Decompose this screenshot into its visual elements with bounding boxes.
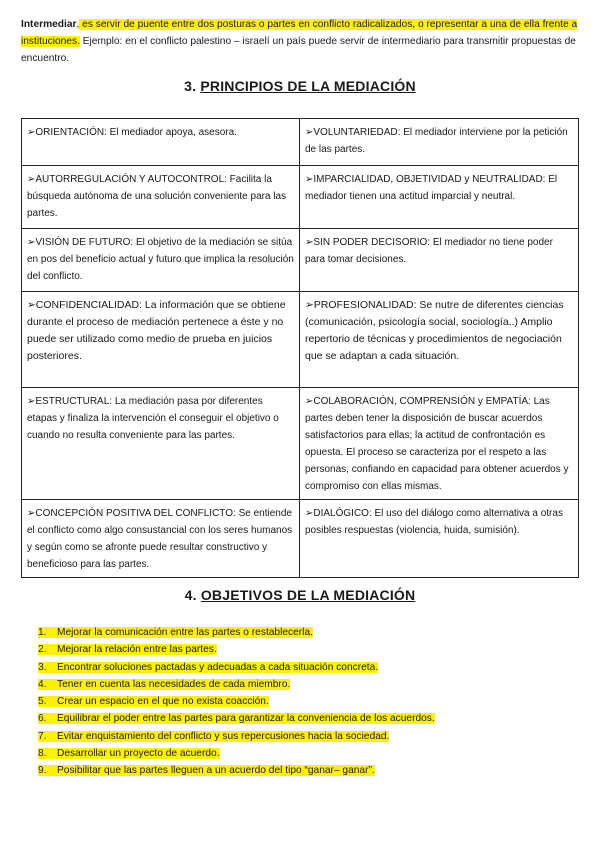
list-item: [38, 641, 578, 658]
list-item-text: Mejorar la comunicación entre las partes o restablecerla.: [57, 627, 313, 638]
list-item: [38, 728, 578, 745]
table-row: [22, 292, 579, 388]
principles-table: [21, 118, 579, 578]
list-item-text: Crear un espacio en el que no exista coacción.: [57, 696, 269, 708]
table-cell: ➢VISIÓN DE FUTURO: El objetivo de la mediación se sitúa en pos del beneficio actual y futuro que implica la resolución del conflicto.: [22, 229, 300, 292]
objectives-heading-number: 4.: [184, 587, 197, 603]
table-row: [22, 388, 579, 500]
list-item: [38, 745, 578, 762]
table-cell: ➢DIALÓGICO: El uso del diálogo como alternativa a otras posibles respuestas (violencia, huida, sumisión).: [300, 500, 579, 578]
list-item: [38, 624, 578, 641]
table-row: [22, 500, 579, 578]
intro-highlighted-text: es servir de puente entre dos posturas o partes en conflicto radicalizados, o representar a una de ella frente a instituciones.: [21, 19, 578, 48]
list-item-number: 3.: [38, 661, 47, 673]
list-item-text: Encontrar soluciones pactadas y adecuadas a cada situación concreta.: [57, 661, 379, 673]
list-item-number: 7.: [38, 730, 47, 742]
intro-term: Intermediar: [21, 19, 77, 31]
table-cell: ➢IMPARCIALIDAD, OBJETIVIDAD y NEUTRALIDAD: El mediador tienen una actitud imparcial y neutral.: [300, 166, 579, 229]
list-item-number: 4.: [38, 678, 47, 690]
list-item-text: Mejorar la relación entre las partes.: [57, 644, 217, 656]
list-item-text: Equilibrar el poder entre las partes para garantizar la conveniencia de los acuerdos.: [57, 713, 435, 725]
list-item-text: Desarrollar un proyecto de acuerdo.: [57, 748, 220, 760]
table-row: [22, 119, 579, 166]
intro-comma: ,: [76, 19, 80, 31]
principles-heading-title: PRINCIPIOS DE LA MEDIACIÓN: [200, 78, 416, 94]
list-item-text: Evitar enquistamiento del conflicto y sus repercusiones hacia la sociedad.: [57, 730, 390, 742]
table-cell: ➢SIN PODER DECISORIO: El mediador no tiene poder para tomar decisiones.: [300, 229, 579, 292]
list-item: [38, 676, 578, 693]
table-cell: ➢PROFESIONALIDAD: Se nutre de diferentes ciencias (comunicación, psicología social, sociología..) Amplio repertorio de técnicas y procedimientos de negociación que se adaptan a cada situación.: [300, 292, 579, 388]
table-row: [22, 229, 579, 292]
table-cell: ➢ESTRUCTURAL: La mediación pasa por diferentes etapas y finaliza la intervención el conseguir el objetivo o cuando no resulta conveniente para las partes.: [22, 388, 300, 500]
objectives-list: [38, 624, 578, 780]
intro-rest-text: Ejemplo: en el conflicto palestino – israelí un país puede servir de intermediario para transmitir propuestas de encuentro.: [21, 36, 576, 65]
list-item: [38, 659, 578, 676]
table-cell: ➢VOLUNTARIEDAD: El mediador interviene por la petición de las partes.: [300, 119, 579, 166]
principles-heading: [0, 78, 600, 94]
list-item: [38, 762, 578, 779]
objectives-heading-title: OBJETIVOS DE LA MEDIACIÓN: [200, 587, 416, 603]
table-cell: ➢AUTORREGULACIÓN Y AUTOCONTROL: Facilita la búsqueda autónoma de una solución conveniente para las partes.: [22, 166, 300, 229]
list-item-number: 5.: [38, 696, 47, 708]
table-cell: ➢CONCEPCIÓN POSITIVA DEL CONFLICTO: Se entiende el conflicto como algo consustancial con los seres humanos y según como se afronte puede resultar constructivo y beneficioso para las partes.: [22, 500, 300, 578]
intro-paragraph: [21, 16, 581, 67]
list-item: [38, 710, 578, 727]
principles-heading-number: 3.: [184, 78, 197, 94]
list-item-number: 8.: [38, 748, 47, 760]
list-item-number: 6.: [38, 713, 47, 725]
list-item-number: 1.: [38, 627, 47, 638]
list-item-text: Posibilitar que las partes lleguen a un acuerdo del tipo “ganar– ganar”.: [57, 765, 375, 777]
list-item-text: Tener en cuenta las necesidades de cada miembro.: [57, 678, 291, 690]
table-row: [22, 166, 579, 229]
list-item-number: 9.: [38, 765, 47, 777]
list-item: [38, 693, 578, 710]
table-cell: ➢ORIENTACIÓN: El mediador apoya, asesora.: [22, 119, 300, 166]
table-cell: ➢CONFIDENCIALIDAD: La información que se obtiene durante el proceso de mediación pertenece a éste y no puede ser utilizado como medio de prueba en juicios posteriores.: [22, 292, 300, 388]
table-cell: ➢COLABORACIÓN, COMPRENSIÓN y EMPATÍA: Las partes deben tener la disposición de buscar acuerdos satisfactorios para ellas; la actitud de confrontación es opuesta. El proceso se caracteriza por el respeto a las personas, confiando en capacidad para obtener acuerdos y compromiso con ellas mismas.: [300, 388, 579, 500]
objectives-heading: [0, 587, 600, 603]
list-item-number: 2.: [38, 644, 47, 656]
